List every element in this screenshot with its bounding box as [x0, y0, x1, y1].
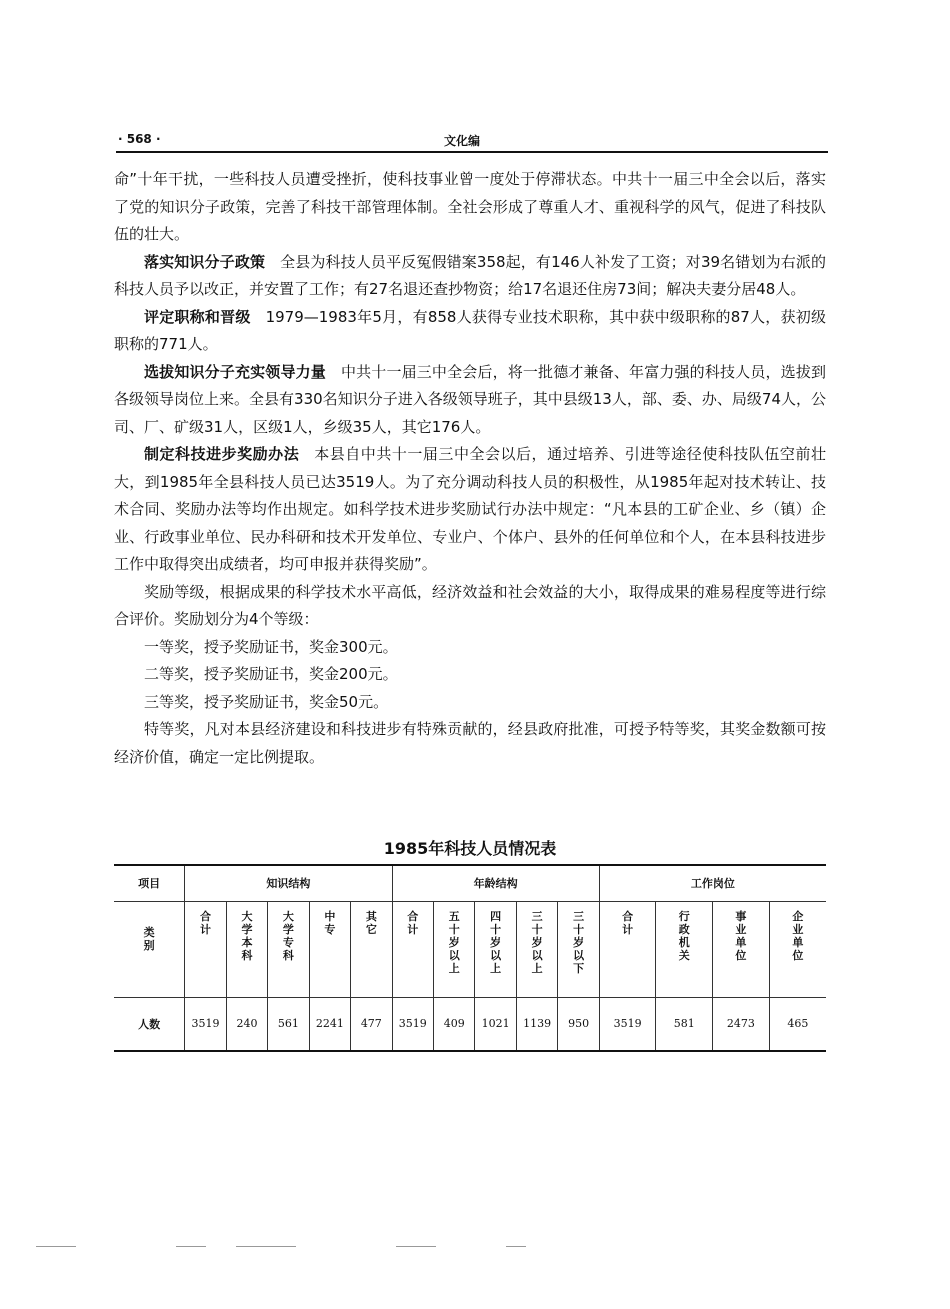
- paragraph-heading: 评定职称和晋级: [144, 307, 251, 326]
- column-header: 合计: [599, 901, 656, 997]
- table-cell: 240: [226, 997, 267, 1051]
- column-header: 企业单位: [769, 901, 826, 997]
- corner-label: 项目: [114, 865, 185, 901]
- column-header: 合计: [185, 901, 226, 997]
- table-cell: 465: [769, 997, 826, 1051]
- group-header: 工作岗位: [599, 865, 826, 901]
- paragraph-heading: 选拔知识分子充实领导力量: [144, 362, 326, 381]
- table-cell: 1139: [516, 997, 557, 1051]
- paragraph: 落实知识分子政策 全县为科技人员平反冤假错案358起，有146人补发了工资；对39名错划为右派的科技人员予以改正，并安置了工作；有27名退还查抄物资；给17名退还住房73间；解决夫妻分居48人。: [114, 252, 826, 298]
- table-cell: 2241: [309, 997, 350, 1051]
- header-rule: [116, 151, 828, 153]
- table-cell: 561: [268, 997, 309, 1051]
- section-title: 文化编: [444, 134, 481, 148]
- table-cell: 950: [558, 997, 599, 1051]
- column-header: 合计: [392, 901, 433, 997]
- paragraph: 奖励等级，根据成果的科学技术水平高低，经济效益和社会效益的大小，取得成果的难易程度等进行综合评价。奖励划分为4个等级：: [114, 582, 826, 628]
- group-header: 年龄结构: [392, 865, 599, 901]
- table-cell: 409: [434, 997, 475, 1051]
- table-cell: 1021: [475, 997, 516, 1051]
- paragraph: 选拔知识分子充实领导力量 中共十一届三中全会后，将一批德才兼备、年富力强的科技人员，选拔到各级领导岗位上来。全县有330名知识分子进入各级领导班子，其中县级13人，部、委、办、局级74人，公司、厂、矿级31人，区级1人，乡级35人，其它176人。: [114, 362, 826, 436]
- column-header: 中专: [309, 901, 350, 997]
- column-header: 四十岁以上: [475, 901, 516, 997]
- paragraph: 三等奖，授予奖励证书，奖金50元。: [144, 692, 389, 711]
- table-cell: 477: [351, 997, 392, 1051]
- table-cell: 3519: [599, 997, 656, 1051]
- paragraph: 制定科技进步奖励办法 本县自中共十一届三中全会以后，通过培养、引进等途径使科技队伍空前壮大，到1985年全县科技人员已达3519人。为了充分调动科技人员的积极性，从1985年起对技术转让、技术合同、奖励办法等均作出规定。如科学技术进步奖励试行办法中规定：“凡本县的工矿企业、乡（镇）企业、行政事业单位、民办科研和技术开发单位、专业户、个体户、县外的任何单位和个人，在本县科技进步工作中取得突出成绩者，均可申报并获得奖励”。: [114, 445, 826, 573]
- column-header: 五十岁以上: [434, 901, 475, 997]
- table-row: [114, 997, 826, 1051]
- table-cell: 3519: [185, 997, 226, 1051]
- group-header: 知识结构: [185, 865, 392, 901]
- page-number: · 568 ·: [118, 132, 161, 146]
- column-header: 三十岁以下: [558, 901, 599, 997]
- table-column-row: [114, 901, 826, 997]
- column-header: 事业单位: [713, 901, 770, 997]
- paragraph: 评定职称和晋级 1979—1983年5月，有858人获得专业技术职称，其中获中级职称的87人，获初级职称的771人。: [114, 307, 826, 353]
- column-header: 三十岁以上: [516, 901, 557, 997]
- paragraph: 特等奖，凡对本县经济建设和科技进步有特殊贡献的，经县政府批准，可授予特等奖，其奖金数额可按经济价值，确定一定比例提取。: [114, 720, 826, 766]
- paragraph-heading: 落实知识分子政策: [144, 252, 266, 271]
- column-header: 其它: [351, 901, 392, 997]
- paragraph: 二等奖，授予奖励证书，奖金200元。: [144, 665, 398, 683]
- table-group-row: [114, 865, 826, 901]
- paragraph: 一等奖，授予奖励证书，奖金300元。: [144, 637, 398, 656]
- body-text: [114, 166, 826, 771]
- table-cell: 3519: [392, 997, 433, 1051]
- paragraph-heading: 制定科技进步奖励办法: [144, 445, 300, 463]
- staff-stats-table: [114, 864, 826, 1052]
- table-cell: 2473: [713, 997, 770, 1051]
- paragraph: 命”十年干扰，一些科技人员遭受挫折，使科技事业曾一度处于停滞状态。中共十一届三中全会以后，落实了党的知识分子政策，完善了科技干部管理体制。全社会形成了尊重人才、重视科学的风气，促进了科技队伍的壮大。: [114, 170, 826, 243]
- table-title: 1985年科技人员情况表: [383, 839, 557, 858]
- column-header: 大学专科: [268, 901, 309, 997]
- table-cell: 581: [656, 997, 713, 1051]
- column-header: 行政机关: [656, 901, 713, 997]
- row-label: 人数: [114, 997, 185, 1051]
- row-header-label: 类别: [114, 901, 185, 997]
- column-header: 大学本科: [226, 901, 267, 997]
- page-header: [118, 128, 826, 150]
- scan-artifacts: [36, 1246, 596, 1250]
